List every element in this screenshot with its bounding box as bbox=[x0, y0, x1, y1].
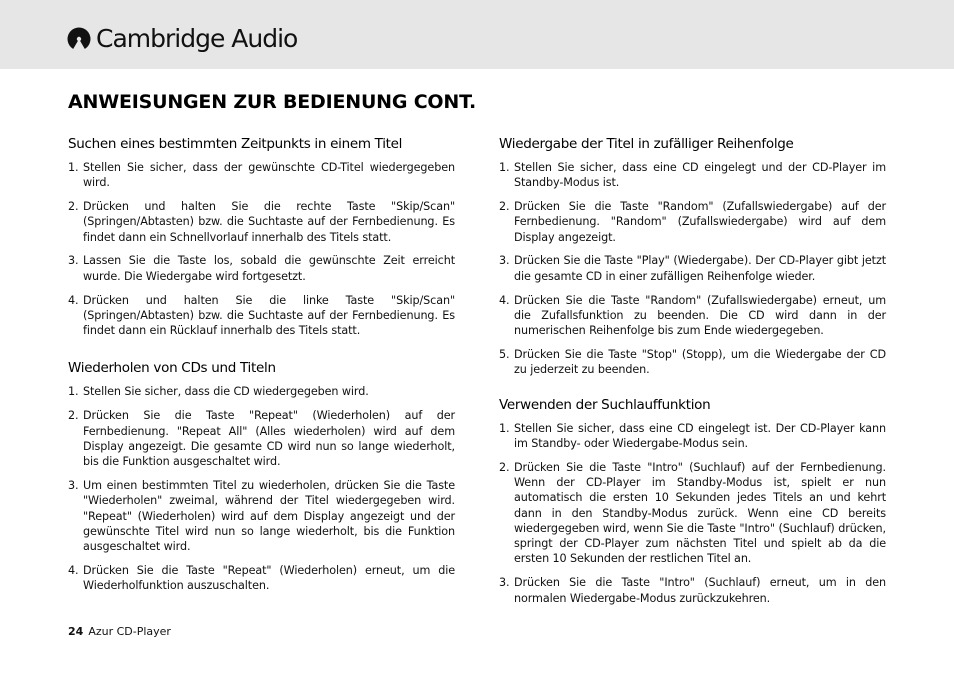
list-item: 1. Stellen Sie sicher, dass die CD wiedergegeben wird. bbox=[68, 385, 369, 399]
list-item: 4. Drücken Sie die Taste "Repeat" (Wiederholen) erneut, um die Wiederholfunktion auszuschalten. bbox=[68, 563, 455, 593]
right-column bbox=[499, 135, 886, 620]
list-item: 3. Lassen Sie die Taste los, sobald die gewünschte Zeit erreicht wurde. Die Wiedergabe wird fortgesetzt. bbox=[68, 254, 455, 283]
list-item: 3. Um einen bestimmten Titel zu wiederholen, drücken Sie die Taste "Wiederholen" zweimal, während der Titel wiedergegeben wird. "Repeat" (Wiederholen) wird auf dem Display angezeigt und der gewünschte Titel wird nun so lange wiederholt, bis die Funktion ausgeschaltet wird. bbox=[68, 478, 455, 554]
list-item: 1. Stellen Sie sicher, dass der gewünschte CD-Titel wiedergegeben wird. bbox=[68, 161, 455, 190]
section-heading: Wiederholen von CDs und Titeln bbox=[68, 360, 276, 377]
step-list bbox=[499, 421, 886, 606]
brand-logo bbox=[67, 23, 297, 55]
list-item: 4. Drücken und halten Sie die linke Taste "Skip/Scan" (Springen/Abtasten) bzw. die Suchtaste auf der Fernbedienung. Es findet dann ein Rücklauf innerhalb des Titels statt. bbox=[68, 293, 455, 338]
section-heading: Wiedergabe der Titel in zufälliger Reihenfolge bbox=[499, 136, 794, 152]
section-random bbox=[499, 135, 886, 378]
step-list bbox=[499, 160, 886, 378]
section-repeat bbox=[68, 359, 455, 593]
section-intro-scan bbox=[499, 396, 886, 606]
page-header bbox=[0, 0, 954, 69]
step-list bbox=[68, 384, 455, 593]
list-item: 3. Drücken Sie die Taste "Play" (Wiedergabe). Der CD-Player gibt jetzt die gesamte CD in einer zufälligen Reihenfolge wieder. bbox=[499, 254, 886, 283]
list-item: 3. Drücken Sie die Taste "Intro" (Suchlauf) erneut, um in den normalen Wiedergabe-Modus zurückzukehren. bbox=[499, 576, 886, 605]
list-item: 2. Drücken Sie die Taste "Random" (Zufallswiedergabe) auf der Fernbedienung. "Random" (Zufallswiedergabe) wird auf dem Display angezeigt. bbox=[499, 200, 886, 244]
page-number: 24 bbox=[68, 625, 84, 638]
list-item: 1. Stellen Sie sicher, dass eine CD eingelegt ist. Der CD-Player kann im Standby- oder Wiedergabe-Modus sein. bbox=[499, 421, 886, 450]
list-item: 1. Stellen Sie sicher, dass eine CD eingelegt und der CD-Player im Standby-Modus ist. bbox=[499, 161, 886, 190]
section-search-time bbox=[68, 135, 455, 338]
list-item: 2. Drücken Sie die Taste "Repeat" (Wiederholen) auf der Fernbedienung. "Repeat All" (Alles wiederholen) wird auf dem Display angezeigt. Die gesamte CD wird nun so lange wiederholt, bis die Funktion ausgeschaltet wird. bbox=[68, 409, 455, 469]
list-item: 4. Drücken Sie die Taste "Random" (Zufallswiedergabe) erneut, um die Zufallsfunktion zu beenden. Die CD wird dann in der numerischen Reihenfolge bis zum Ende wiedergegeben. bbox=[499, 293, 886, 338]
list-item: 2. Drücken und halten Sie die rechte Taste "Skip/Scan" (Springen/Abtasten) bzw. die Suchtaste auf der Fernbedienung. Es findet dann ein Schnellvorlauf innerhalb des Titels statt. bbox=[68, 200, 455, 244]
brand-name: Cambridge Audio bbox=[96, 24, 298, 53]
product-name: Azur CD-Player bbox=[88, 625, 171, 638]
list-item: 2. Drücken Sie die Taste "Intro" (Suchlauf) auf der Fernbedienung. Wenn der CD-Player im Standby-Modus ist, spielt er nun automatisch die ersten 10 Sekunden jedes Titels an und kehrt dann in den Standby-Modus zurück. Wenn eine CD bereits wiedergegeben wird, wenn Sie die Taste "Intro" (Suchlauf) drücken, springt der CD-Player zum nächsten Titel und spielt ab da die ersten 10 Sekunden der restlichen Titel an. bbox=[499, 460, 886, 566]
cambridge-audio-logo-icon bbox=[67, 27, 91, 51]
list-item: 5. Drücken Sie die Taste "Stop" (Stopp), um die Wiedergabe der CD zu jederzeit zu beenden. bbox=[499, 347, 886, 377]
section-heading: Verwenden der Suchlauffunktion bbox=[499, 396, 711, 413]
section-heading: Suchen eines bestimmten Zeitpunkts in einem Titel bbox=[68, 136, 403, 152]
step-list bbox=[68, 160, 455, 338]
page-footer bbox=[68, 625, 171, 638]
left-column bbox=[68, 135, 455, 608]
page-title: ANWEISUNGEN ZUR BEDIENUNG CONT. bbox=[68, 91, 476, 113]
